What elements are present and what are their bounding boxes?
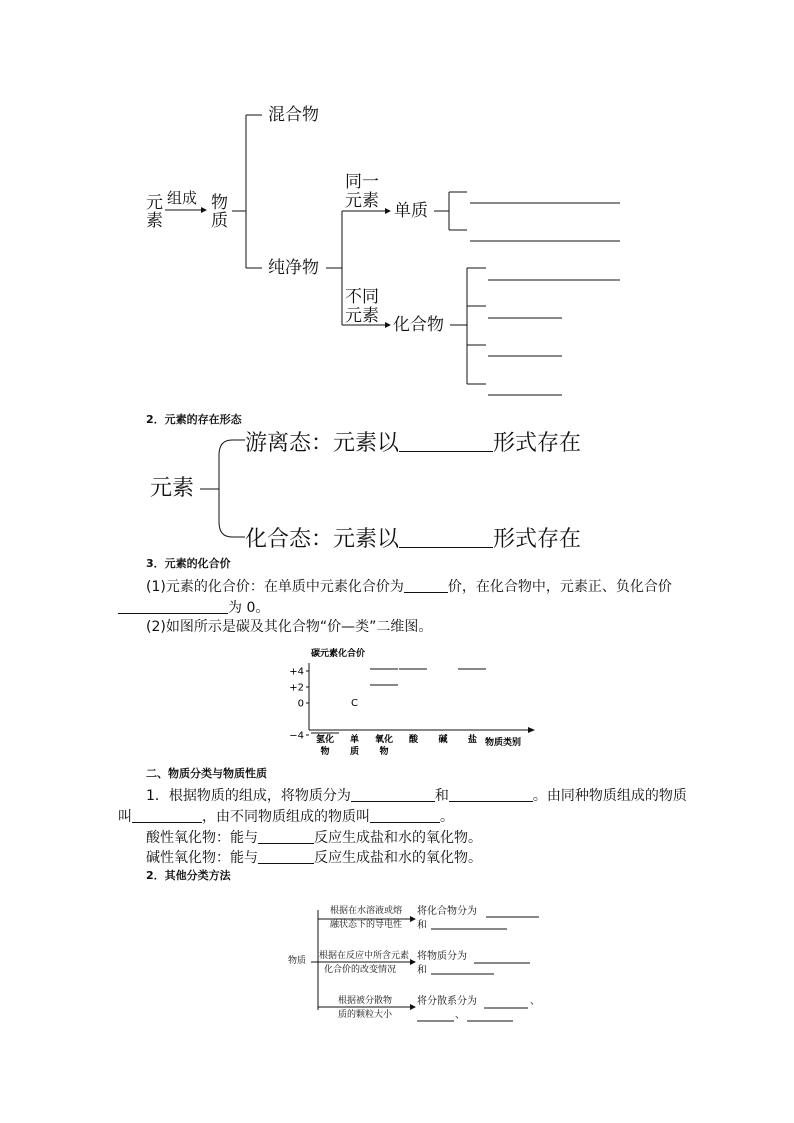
blank-valence-1 [404, 578, 448, 593]
q1-and: 和 [434, 788, 449, 804]
label-chunjingwu: 纯净物 [268, 258, 319, 278]
free-state-suffix: 形式存在 [493, 431, 582, 456]
result-dispersion-sep2: 、 [455, 1010, 465, 1021]
acid-oxide-line [146, 829, 482, 845]
label-butong: 不同 [345, 287, 379, 307]
label-zhi: 质 [211, 211, 228, 231]
x-category-1: 单质 [349, 735, 360, 757]
label-su: 素 [146, 211, 163, 231]
criterion-conductivity-2: 融状态下的导电性 [330, 920, 403, 930]
x-category-3: 酸 [408, 735, 419, 745]
q1-text-a: 1．根据物质的组成，将物质分为 [146, 788, 351, 804]
chart-x-arrow [528, 727, 535, 733]
base-text-a: 碱性氧化物：能与 [146, 850, 258, 866]
label-tongyi: 同一 [345, 172, 379, 192]
label-danzhi: 单质 [394, 201, 428, 221]
criterion-particle-2: 质的颗粒大小 [338, 1010, 393, 1020]
y-tick-label-0: +4 [289, 666, 304, 678]
blank-q1-2 [449, 787, 533, 802]
criterion-conductivity-1: 根据在水溶液或熔 [330, 906, 403, 916]
blank-free-form [399, 429, 493, 452]
criterion-valence-1: 根据在反应中所含元素 [319, 951, 410, 961]
y-tick-label-3: −4 [289, 730, 304, 742]
q1-text-d: ，由不同物质组成的物质叫 [202, 809, 370, 825]
y-tick-label-1: +2 [289, 682, 304, 694]
chart-title: 碳元素化合价 [311, 649, 366, 659]
valence-text-c: 为 0。 [228, 600, 270, 616]
part2-q1-line2 [118, 808, 454, 824]
result-dispersion-1: 将分散系分为 [417, 996, 477, 1007]
valence-line-2 [118, 599, 269, 615]
tree2-root: 物质 [288, 956, 307, 966]
y-tick-label-2: 0 [297, 698, 304, 710]
valence-line-3: (2)如图所示是碳及其化合物“价—类”二维图。 [146, 619, 433, 635]
label-huahewu: 化合物 [393, 315, 444, 335]
valence-text-a: (1)元素的化合价：在单质中元素化合价为 [146, 579, 404, 595]
result-dispersion-sep1: 、 [530, 996, 540, 1007]
blank-combined-form [399, 525, 493, 548]
result-substances-1: 将物质分为 [417, 951, 467, 962]
blank-q1-1 [351, 787, 435, 802]
heading-existence-forms: 2．元素的存在形态 [146, 413, 242, 426]
label-yuan: 元 [146, 193, 163, 213]
result-substances-2: 和 [417, 965, 427, 976]
valence-line-1 [146, 578, 672, 594]
blank-base [258, 849, 314, 864]
heading-valence: 3．元素的化合价 [146, 557, 231, 570]
result-compounds-1: 将化合物分为 [417, 906, 477, 917]
q1-text-b: 。由同种物质组成的物质 [532, 788, 687, 804]
blank-acid [258, 829, 314, 844]
blank-valence-2 [118, 599, 228, 614]
combined-state-suffix: 形式存在 [493, 527, 582, 552]
acid-text-b: 反应生成盐和水的氧化物。 [314, 830, 482, 846]
label-zucheng: 组成 [167, 189, 198, 207]
x-category-5: 盐 [467, 735, 478, 745]
criterion-valence-2: 化合价的改变情况 [324, 965, 397, 975]
valence-text-b: 价，在化合物中，元素正、负化合价 [447, 579, 672, 595]
label-yuansu-a: 元素 [345, 191, 379, 211]
part2-q1-line1 [146, 787, 687, 803]
label-wu: 物 [211, 193, 228, 213]
base-oxide-line [146, 849, 482, 865]
heading-other-methods: 2．其他分类方法 [146, 869, 231, 882]
label-yuansu-b: 元素 [345, 306, 379, 326]
x-category-2: 氧化物 [374, 735, 394, 757]
q1-text-c: 叫 [118, 809, 132, 825]
combined-state-label: 化合态：元素以 [245, 527, 400, 552]
mark-label-1: C [351, 698, 358, 709]
heading-part2: 二、物质分类与物质性质 [146, 767, 267, 780]
row-free-state [245, 429, 581, 455]
blank-q1-3 [132, 808, 202, 823]
free-state-label: 游离态：元素以 [245, 431, 400, 456]
base-text-b: 反应生成盐和水的氧化物。 [314, 850, 482, 866]
row-combined-state [245, 525, 581, 551]
x-category-0: 氢化物 [315, 735, 335, 757]
label-hunhewu: 混合物 [268, 105, 319, 125]
chart-xlabel: 物质类别 [485, 738, 522, 748]
label-yuansu-root: 元素 [150, 476, 195, 501]
criterion-particle-1: 根据被分散物 [338, 996, 393, 1006]
result-compounds-2: 和 [417, 920, 427, 931]
x-category-4: 碱 [438, 735, 448, 745]
q1-end: 。 [440, 809, 454, 825]
acid-text-a: 酸性氧化物：能与 [146, 830, 258, 846]
blank-q1-4 [370, 808, 440, 823]
